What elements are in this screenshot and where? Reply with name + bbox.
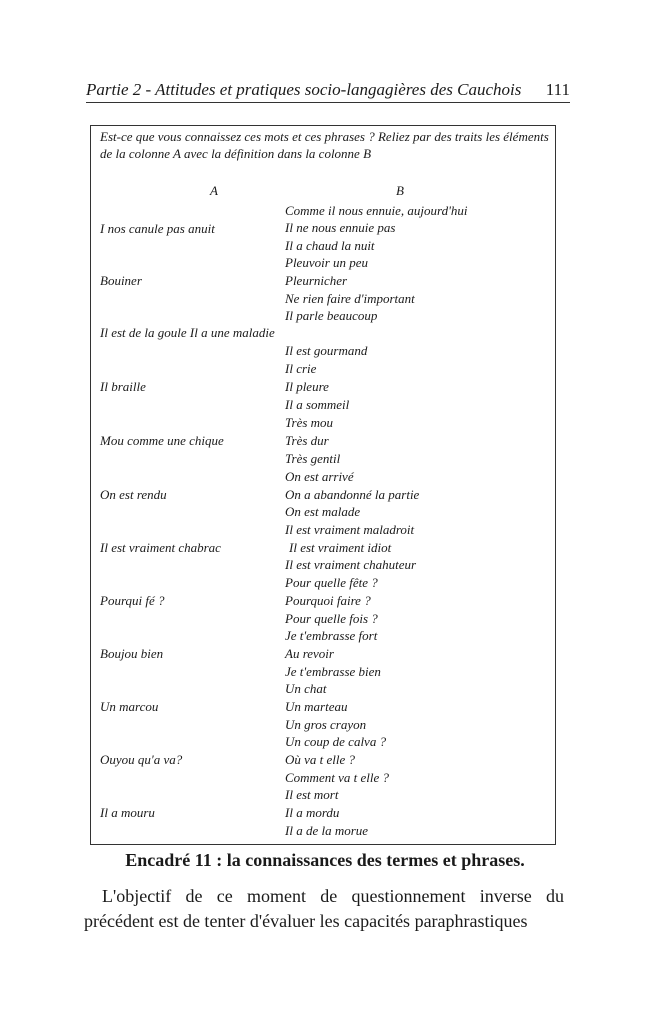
- definition-b-5: Pleurnicher: [285, 273, 348, 288]
- page-number: 111: [545, 80, 570, 99]
- term-a-7: Il est vraiment chabrac: [100, 540, 221, 555]
- term-a-4: Il braille: [100, 379, 146, 394]
- definition-b-9: Il crie: [285, 361, 317, 376]
- definition-b-20: Il est vraiment chahuteur: [285, 557, 417, 572]
- definition-b-12: Très mou: [285, 415, 334, 430]
- definition-b-19: Il est vraiment idiot: [289, 540, 392, 555]
- definition-b-10: Il pleure: [285, 379, 329, 394]
- definition-b-26: Je t'embrasse bien: [285, 664, 381, 679]
- definition-b-34: Il a mordu: [285, 805, 340, 820]
- definition-b-27: Un chat: [285, 681, 327, 696]
- definition-b-8: Il est gourmand: [285, 343, 368, 358]
- header-title: Partie 2 - Attitudes et pratiques socio-langagières des Cauchois: [86, 80, 522, 99]
- definition-b-15: On est arrivé: [285, 469, 354, 484]
- column-b-header: B: [396, 183, 404, 198]
- running-header: [86, 80, 570, 103]
- body-paragraph: L'objectif de ce moment de questionnement inverse du précédent est de tenter d'évaluer les capacités paraphrastiques: [84, 886, 564, 931]
- term-a-11: Ouyou qu'a va?: [100, 752, 183, 767]
- definition-b-13: Très dur: [285, 433, 329, 448]
- box-instructions: Est-ce que vous connaissez ces mots et ces phrases ? Reliez par des traits les éléments de la colonne A avec la définition dans la colonne B: [100, 129, 549, 161]
- definition-b-29: Un gros crayon: [285, 717, 367, 732]
- term-a-1: I nos canule pas anuit: [100, 221, 215, 236]
- definition-b-35: Il a de la morue: [285, 823, 369, 838]
- term-a-10: Un marcou: [100, 699, 159, 714]
- definition-b-6: Ne rien faire d'important: [285, 291, 415, 306]
- term-a-9: Boujou bien: [100, 646, 164, 661]
- definition-b-16: On a abandonné la partie: [285, 487, 420, 502]
- box-caption: Encadré 11 : la connaissances des termes et phrases.: [125, 850, 525, 870]
- definition-b-11: Il a sommeil: [285, 397, 350, 412]
- term-a-2: Bouiner: [100, 273, 142, 288]
- definition-b-17: On est malade: [285, 504, 361, 519]
- definition-b-14: Très gentil: [285, 451, 341, 466]
- definition-b-21: Pour quelle fête ?: [285, 575, 378, 590]
- definition-b-32: Comment va t elle ?: [285, 770, 389, 785]
- definition-b-25: Au revoir: [285, 646, 334, 661]
- term-a-3: Il est de la goule Il a une maladie: [100, 325, 275, 340]
- term-a-12: Il a mouru: [100, 805, 155, 820]
- definition-b-28: Un marteau: [285, 699, 348, 714]
- definition-b-23: Pour quelle fois ?: [285, 611, 378, 626]
- definition-b-30: Un coup de calva ?: [285, 734, 387, 749]
- definition-b-24: Je t'embrasse fort: [285, 628, 378, 643]
- term-a-5: Mou comme une chique: [100, 433, 224, 448]
- column-a-header: A: [210, 183, 218, 198]
- definition-b-2: Il ne nous ennuie pas: [285, 220, 396, 235]
- definition-b-33: Il est mort: [285, 787, 339, 802]
- definition-b-7: Il parle beaucoup: [285, 308, 378, 323]
- definition-b-4: Pleuvoir un peu: [285, 255, 369, 270]
- term-a-8: Pourqui fé ?: [100, 593, 165, 608]
- definition-b-22: Pourquoi faire ?: [285, 593, 371, 608]
- definition-b-1: Comme il nous ennuie, aujourd'hui: [285, 203, 468, 218]
- definition-b-3: Il a chaud la nuit: [285, 238, 375, 253]
- definition-b-31: Où va t elle ?: [285, 752, 356, 767]
- term-a-6: On est rendu: [100, 487, 167, 502]
- definition-b-18: Il est vraiment maladroit: [285, 522, 415, 537]
